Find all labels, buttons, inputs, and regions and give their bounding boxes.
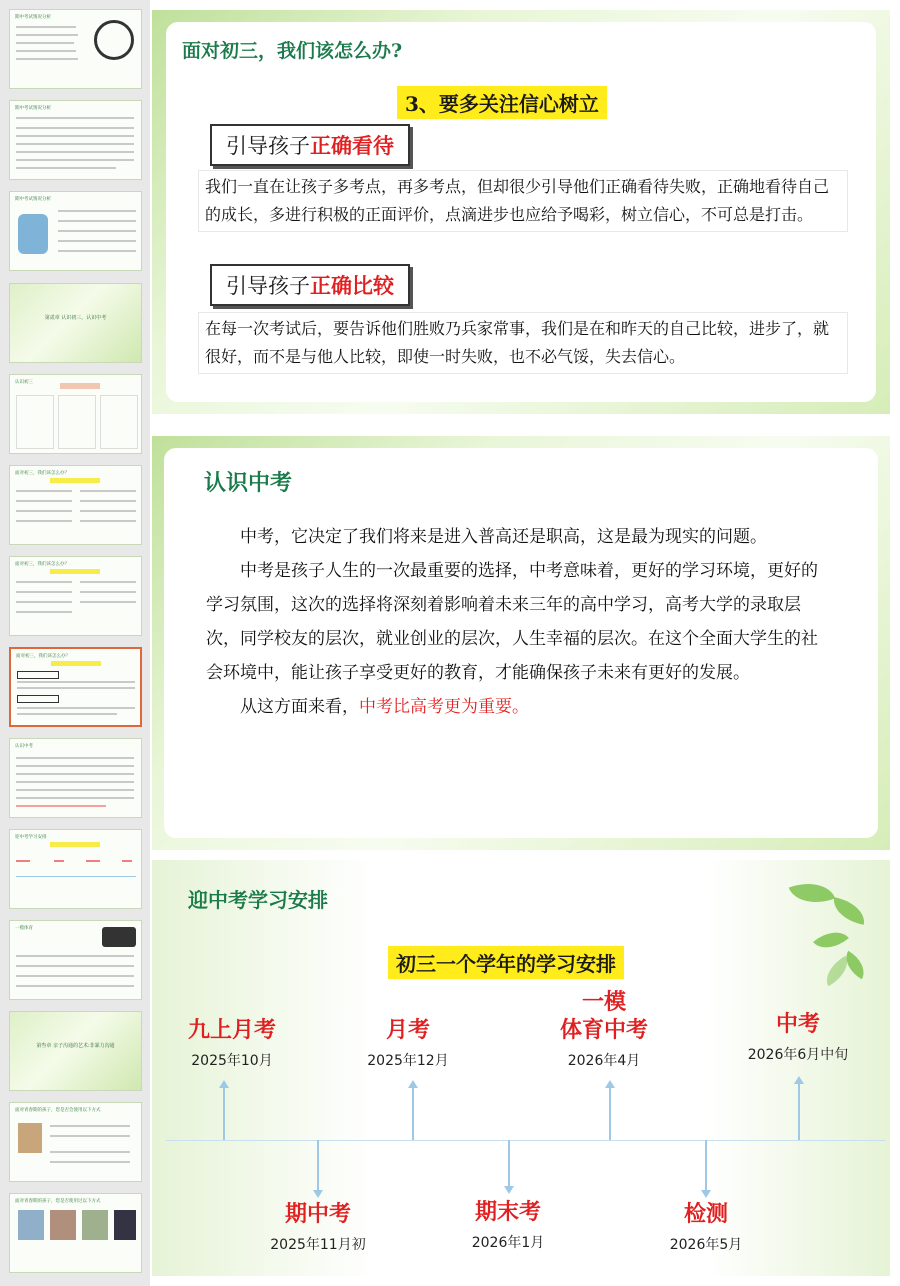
thumbnail-title: 认识初三: [15, 380, 33, 385]
thumbnail-13[interactable]: [9, 1102, 142, 1182]
schedule-heading: 初三一个学年的学习安排: [388, 946, 624, 979]
thumbnail-5[interactable]: [9, 374, 142, 454]
thumbnail-title: 第叁章 亲子沟通的艺术:非暴力沟通: [36, 1043, 115, 1049]
photo-icon: [18, 1123, 42, 1153]
photo-icon: [114, 1210, 136, 1240]
paragraph-3: [206, 690, 826, 724]
event-date: 2025年12月: [367, 1053, 449, 1069]
thumbnail-title: 期中考试情况分析: [15, 15, 51, 20]
slide-know-zhongkao: [152, 436, 890, 850]
event-top-3: [560, 988, 648, 1070]
arrow-up-icon: [609, 1082, 611, 1140]
event-date: 2026年1月: [471, 1235, 545, 1251]
arrow-up-icon: [223, 1082, 225, 1140]
section-heading: 3、要多关注信心树立: [397, 86, 607, 119]
event-date: 2026年4月: [567, 1053, 641, 1069]
slide-thumbnail-rail: [0, 0, 150, 1286]
thumbnail-title: 面对青春期的孩子，您是否会使用以下方式: [15, 1108, 101, 1113]
event-bottom-1: [270, 1200, 365, 1254]
event-top-1: [188, 1016, 276, 1070]
event-name: 中考: [775, 1011, 821, 1037]
thumbnail-12[interactable]: [9, 1011, 142, 1091]
guide-label-view: [210, 124, 410, 166]
event-name: 月考: [385, 1017, 431, 1043]
event-date: 2025年11月初: [270, 1237, 366, 1253]
slide-title: 认识中考: [204, 470, 293, 496]
photo-icon: [18, 1210, 44, 1240]
timeline-axis: [166, 1140, 886, 1141]
thumbnail-title: 期中考试情况分析: [15, 106, 51, 111]
label-prefix: 引导孩子: [226, 134, 310, 158]
label-emphasis: 正确比较: [310, 273, 394, 298]
paragraph-view-failure: 我们一直在让孩子多考点，再多考点，但却很少引导他们正确看待失败，正确地看待自己的成长，多进行积极的正面评价，点滴进步也应给予喝彩，树立信心，不可总是打击。: [198, 170, 848, 232]
event-bottom-3: [670, 1200, 743, 1254]
paragraph-2: 中考是孩子人生的一次最重要的选择，中考意味着，更好的学习环境，更好的学习氛围，这次的选择将深刻着影响着未来三年的高中学习，高考大学的录取层次，同学校友的层次，就业创业的层次，人生幸福的层次。在这个全面大学生的社会环境中，能让孩子享受更好的教育，才能确保孩子未来有更好的发展。: [206, 561, 818, 683]
thumbnail-title: 期中考试情况分析: [15, 197, 51, 202]
slide-confidence: [152, 10, 890, 414]
arrow-down-icon: [705, 1140, 707, 1196]
event-name: 期末考: [474, 1199, 542, 1225]
thumbnail-title: 第贰章 认识初三，认识中考: [44, 315, 107, 321]
event-name: 九上月考: [187, 1017, 277, 1043]
thumbnail-title: 迎中考学习安排: [15, 835, 47, 840]
thumbnail-11[interactable]: [9, 920, 142, 1000]
countdown-icon: [102, 927, 136, 947]
thumbnail-6[interactable]: [9, 465, 142, 545]
thumbnail-3[interactable]: [9, 191, 142, 271]
photo-icon: [82, 1210, 108, 1240]
slide-study-schedule: [152, 860, 890, 1276]
thumbnail-title: 面对初三，我们该怎么办？: [15, 562, 69, 567]
thumbnail-9[interactable]: [9, 738, 142, 818]
label-prefix: 引导孩子: [226, 274, 310, 298]
slide-title: 面对初三，我们该怎么办?: [182, 40, 403, 62]
arrow-up-icon: [798, 1078, 800, 1140]
thumbnail-title: 面对初三，我们该怎么办？: [15, 471, 69, 476]
slide-body: [206, 520, 826, 724]
event-name: 检测: [683, 1201, 729, 1227]
arrow-up-icon: [412, 1082, 414, 1140]
thumbnail-14[interactable]: [9, 1193, 142, 1273]
arrow-down-icon: [508, 1140, 510, 1192]
thumbnail-8-active[interactable]: [9, 647, 142, 727]
guide-label-compare: [210, 264, 410, 306]
event-bottom-2: [472, 1198, 545, 1252]
thumbnail-title: 一模体育: [15, 926, 33, 931]
conclusion-prefix: 从这方面来看，: [240, 697, 359, 717]
paragraph-compare: 在每一次考试后，要告诉他们胜败乃兵家常事，我们是在和昨天的自己比较，进步了，就很好，而不是与他人比较，即使一时失败，也不必气馁，失去信心。: [198, 312, 848, 374]
paragraph-1: 中考，它决定了我们将来是进入普高还是职高，这是最为现实的问题。: [240, 527, 767, 547]
photo-icon: [50, 1210, 76, 1240]
event-top-2: [367, 1016, 448, 1070]
thumbnail-title: 面对青春期的孩子，您是否使用过以下方式: [15, 1199, 101, 1204]
event-date: 2026年6月中旬: [747, 1047, 849, 1063]
thumbnail-title: 面对初三，我们该怎么办？: [16, 654, 70, 659]
thumbnail-4[interactable]: [9, 283, 142, 363]
clock-icon: [94, 20, 134, 60]
thumbnail-title: 认识中考: [15, 744, 33, 749]
event-name: 一模 体育中考: [559, 989, 649, 1043]
arrow-down-icon: [317, 1140, 319, 1196]
slide-title: 迎中考学习安排: [188, 888, 328, 912]
event-name: 期中考: [284, 1201, 352, 1227]
event-top-4: [748, 1010, 849, 1064]
thumbnail-7[interactable]: [9, 556, 142, 636]
student-illustration-icon: [18, 214, 48, 254]
thumbnail-2[interactable]: [9, 100, 142, 180]
thumbnail-1[interactable]: [9, 9, 142, 89]
label-emphasis: 正确看待: [310, 133, 394, 158]
event-date: 2026年5月: [669, 1237, 743, 1253]
conclusion-emphasis: 中考比高考更为重要。: [359, 697, 529, 717]
thumbnail-10[interactable]: [9, 829, 142, 909]
event-date: 2025年10月: [191, 1053, 273, 1069]
